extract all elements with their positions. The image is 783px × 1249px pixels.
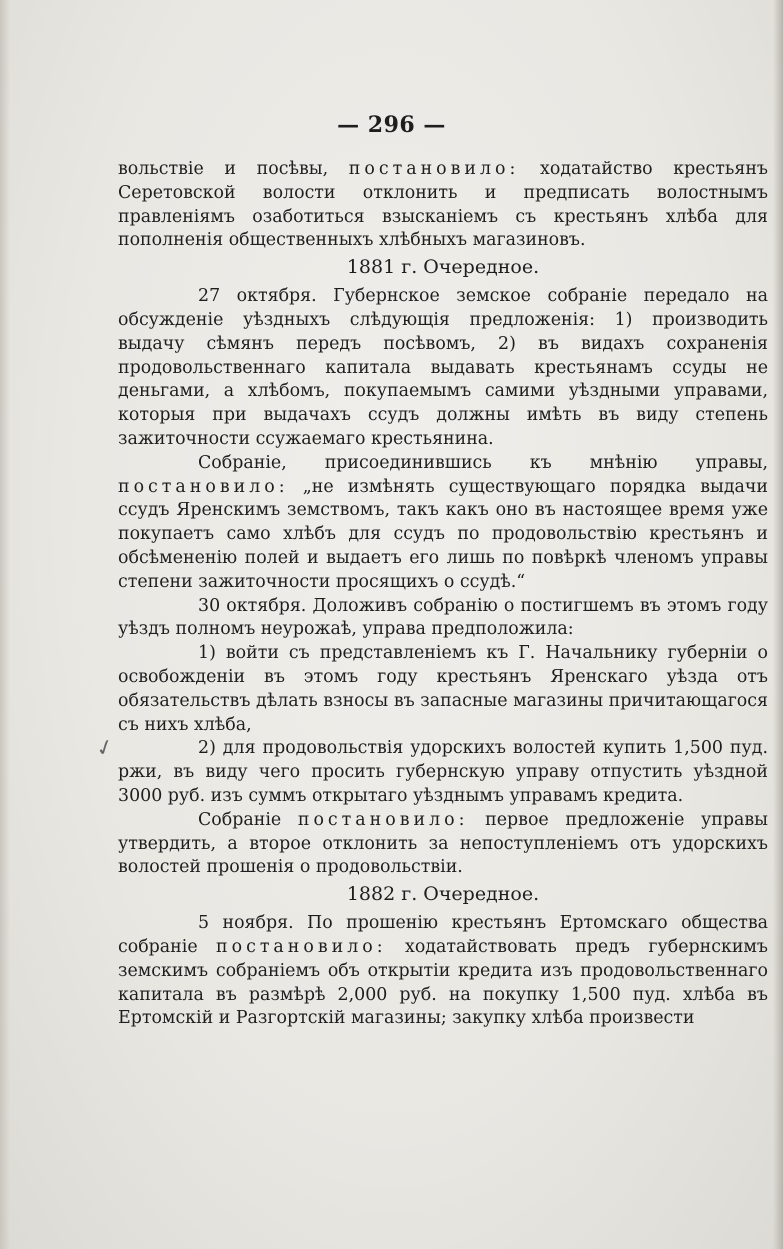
section-heading-1882: 1882 г. Очередное.	[346, 883, 540, 906]
paragraph-resolution-oct-30: Собраніе постановило: первое предложеніе управы утвердить, а второе отклонить за непоступленіемъ отъ удорскихъ волостей прошенія о продовольствіи.	[118, 809, 768, 878]
margin-check-mark: ✓	[92, 733, 118, 764]
paragraph-oct-30: 30 октября. Доложивъ собранію о постигшемъ въ этомъ году уѣздъ полномъ неурожаѣ, управа предположила:	[118, 595, 768, 640]
page-left-edge	[0, 0, 10, 1249]
page-right-edge	[773, 0, 783, 1249]
paragraph-nov-5: 5 ноября. По прошенію крестьянъ Ертомскаго общества собраніе постановило: ходатайствовать предъ губернскимъ земскимъ собраніемъ объ открытіи кредита изъ продовольственнаго капитала въ размѣрѣ 2,000 руб. на покупку 1,500 пуд. хлѣба въ Ертомскій и Разгортскій магазины; закупку хлѣба произвести	[118, 913, 768, 1029]
section-heading-1881: 1881 г. Очередное.	[346, 256, 540, 279]
list-item-2: 2) для продовольствія удорскихъ волостей купить 1,500 пуд. ржи, въ виду чего просить губернскую управу отпустить уѣздной 3000 руб. изъ суммъ открытаго уѣзднымъ управамъ кредита.	[118, 738, 768, 806]
paragraph-assembly-resolution: Собраніе, присоединившись къ мнѣнію управы, постановило: „не измѣнять существующаго порядка выдачи ссудъ Яренскимъ земствомъ, такъ какъ оно въ настоящее время уже покупаетъ само хлѣбъ для ссудъ по продовольствію крестьянъ и обсѣмененію полей и выдаетъ его лишь по повѣркѣ членомъ управы степени зажиточности просящихъ о ссудѣ.“	[118, 452, 768, 592]
paragraph-continuation: вольствіе и посѣвы, постановило: ходатайство крестьянъ Серетовской волости отклонить и предписать волостнымъ правленіямъ озаботиться взысканіемъ съ крестьянъ хлѣба для пополненія общественныхъ хлѣбныхъ магазиновъ.	[118, 159, 768, 251]
paragraph-oct-27: 27 октября. Губернское земское собраніе передало на обсужденіе уѣздныхъ слѣдующія предложенія: 1) производить выдачу сѣмянъ передъ посѣвомъ, 2) въ видахъ сохраненія продовольственнаго капитала выдавать крестьянамъ ссуды не деньгами, а хлѣбомъ, покупаемымъ самими уѣздными управами, которыя при выдачахъ ссудъ должны имѣть въ виду степень зажиточности ссужаемаго крестьянина.	[118, 286, 768, 449]
page-number: — 296 —	[337, 112, 446, 138]
body-text	[118, 158, 768, 1031]
list-item-1: 1) войти съ представленіемъ къ Г. Начальнику губерніи о освобожденіи въ этомъ году крестьянъ Яренскаго уѣзда отъ обязательствъ дѣлать взносы въ запасные магазины причитающагося съ нихъ хлѣба,	[118, 643, 768, 735]
